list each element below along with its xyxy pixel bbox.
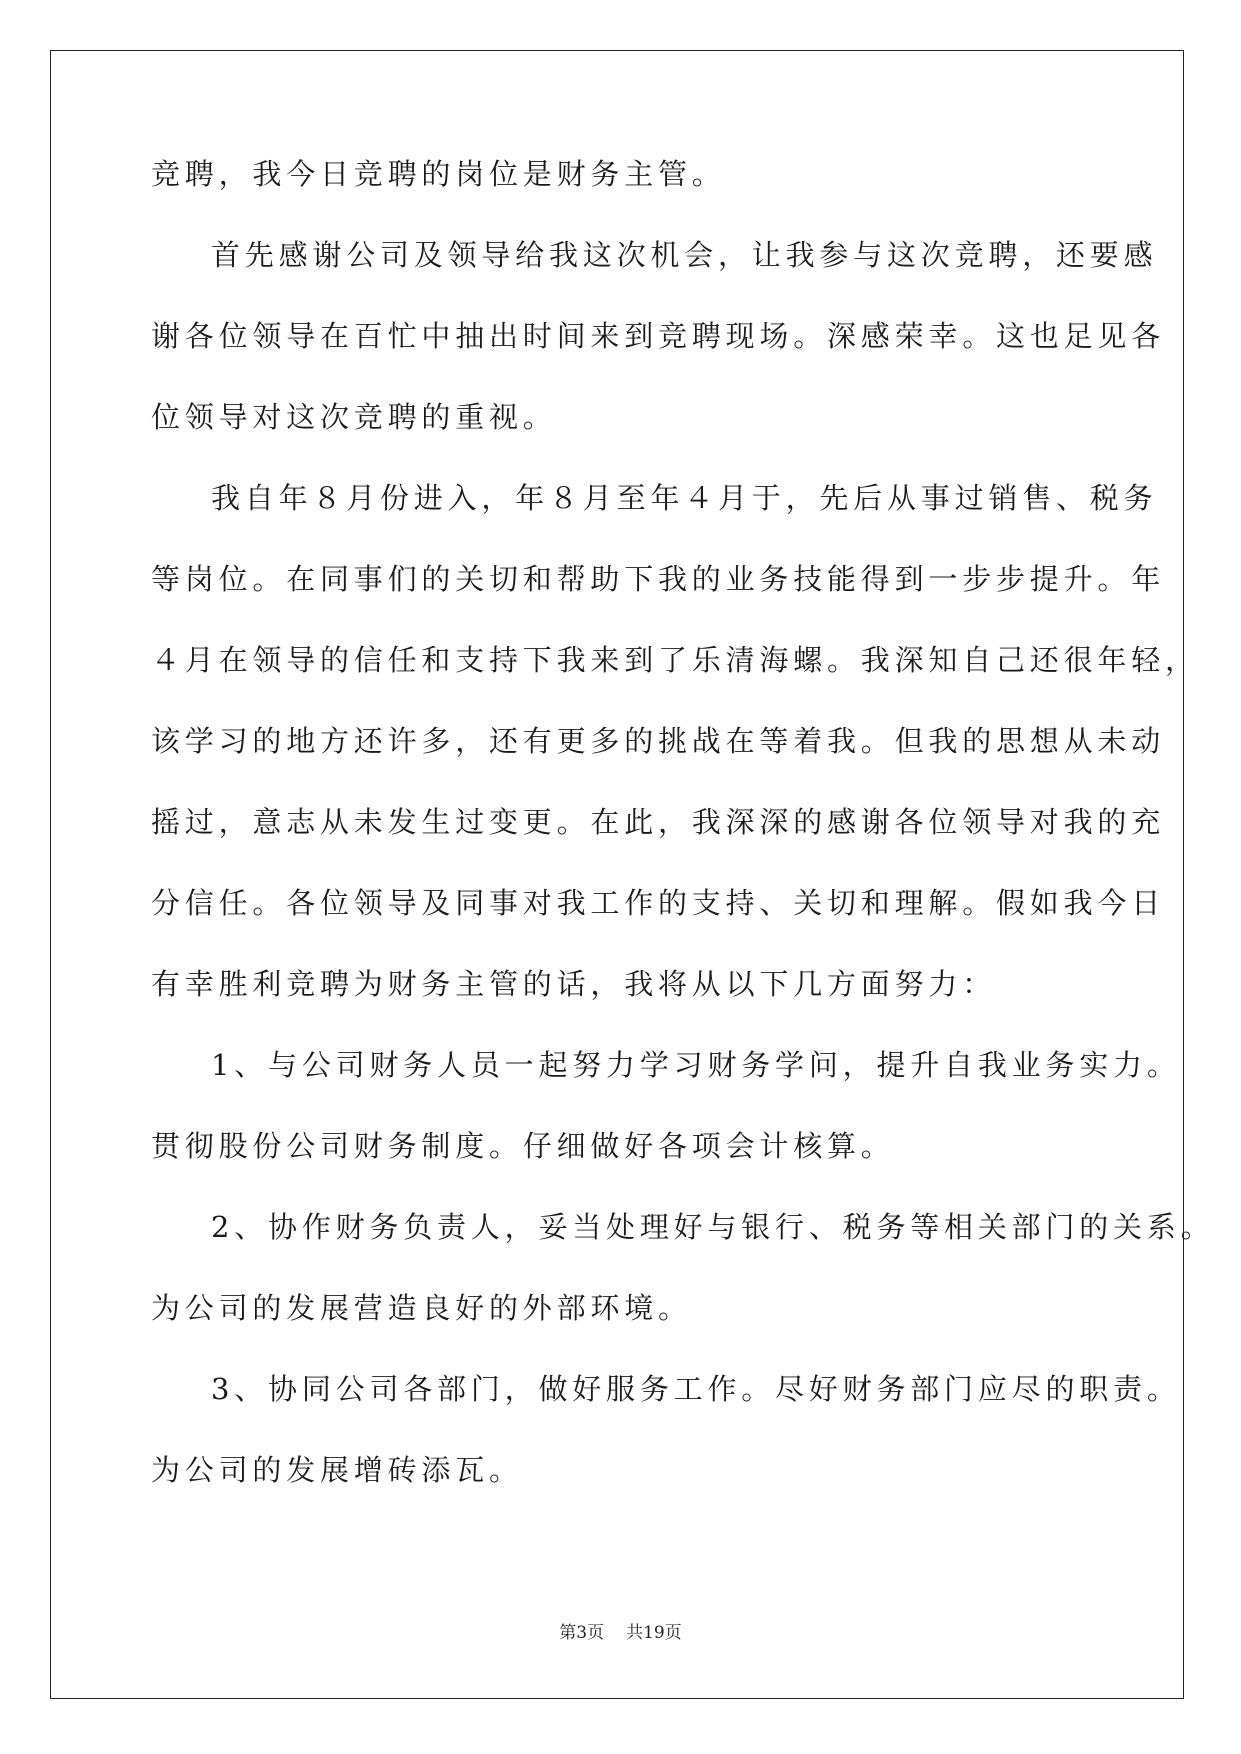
total-pages: 共19页 [626,1623,682,1643]
paragraph-start-line: 我自年８月份进入，年８月至年４月于，先后从事过销售、税务 [211,481,1158,515]
paragraph-start-line: 首先感谢公司及领导给我这次机会，让我参与这次竞聘，还要感 [211,238,1158,272]
document-body [151,157,1215,1537]
text-line: 为公司的发展增砖添瓦。 [151,1453,523,1487]
text-line: ４月在领导的信任和支持下我来到了乐清海螺。我深知自己还很年轻， [151,643,1199,677]
text-line: 分信任。各位领导及同事对我工作的支持、关切和理解。假如我今日 [151,886,1166,920]
text-line: 该学习的地方还许多，还有更多的挑战在等着我。但我的思想从未动 [151,724,1166,758]
text-line: 摇过，意志从未发生过变更。在此，我深深的感谢各位领导对我的充 [151,805,1166,839]
text-line: 位领导对这次竞聘的重视。 [151,400,557,434]
paragraph-start-line: 2、协作财务负责人，妥当处理好与银行、税务等相关部门的关系。 [211,1210,1215,1244]
text-line: 有幸胜利竞聘为财务主管的话，我将从以下几方面努力： [151,967,997,1001]
paragraph-start-line: 3、协同公司各部门，做好服务工作。尽好财务部门应尽的职责。 [211,1372,1181,1406]
text-line: 竞聘，我今日竞聘的岗位是财务主管。 [151,157,726,191]
current-page-number: 第3页 [559,1623,605,1643]
text-line: 等岗位。在同事们的关切和帮助下我的业务技能得到一步步提升。年 [151,562,1166,596]
page-footer [0,1618,1241,1643]
text-line: 谢各位领导在百忙中抽出时间来到竞聘现场。深感荣幸。这也足见各 [151,319,1166,353]
text-line: 贯彻股份公司财务制度。仔细做好各项会计核算。 [151,1129,895,1163]
text-line: 为公司的发展营造良好的外部环境。 [151,1291,692,1325]
paragraph-start-line: 1、与公司财务人员一起努力学习财务学问，提升自我业务实力。 [211,1048,1181,1082]
